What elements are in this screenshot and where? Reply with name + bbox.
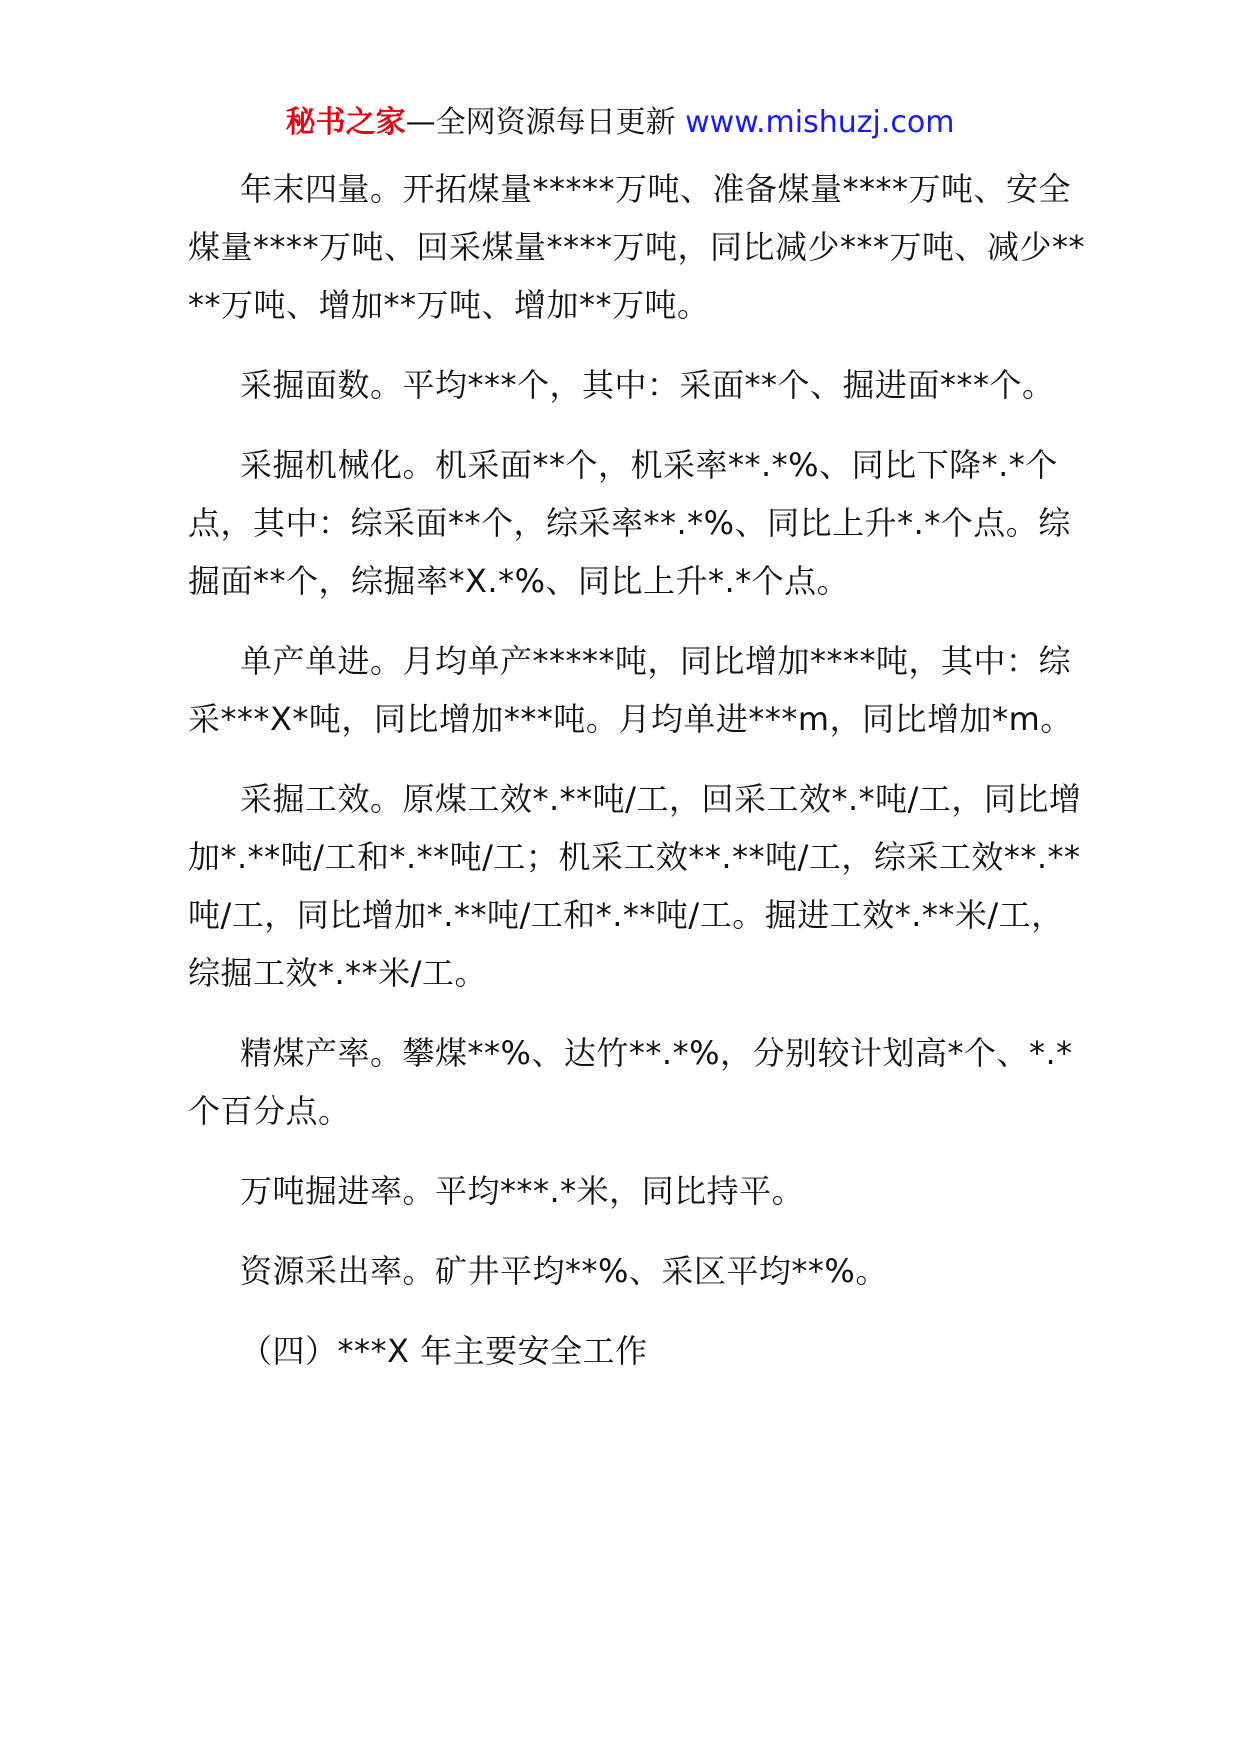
header-site-link[interactable]: www.mishuzj.com [685,105,955,140]
section-heading: （四）***X 年主要安全工作 [240,1332,648,1370]
paragraph-efficiency: 采掘工效。原煤工效*.**吨/工，回采工效*.*吨/工，同比增加*.**吨/工和*.**吨/工；机采工效**.**吨/工，综采工效**.**吨/工，同比增加*.**吨/工和*.**吨/工。掘进工效*.**米/工，综掘工效*.**米/工。 [188,780,1082,992]
header-tagline: —全网资源每日更新 [405,105,686,140]
paragraph-unit-output: 单产单进。月均单产*****吨，同比增加****吨，其中：综采***X*吨，同比增加***吨。月均单进***m，同比增加*m。 [188,642,1073,738]
paragraph-clean-coal-yield: 精煤产率。攀煤**%、达竹**.*%，分别较计划高*个、*.*个百分点。 [188,1034,1073,1130]
paragraph-recovery-rate: 资源采出率。矿井平均**%、采区平均**%。 [240,1252,888,1290]
document-body [188,160,1088,1402]
paragraph-mechanization: 采掘机械化。机采面**个，机采率**.*%、同比下降*.*个点，其中：综采面**个，综采率**.*%、同比上升*.*个点。综掘面**个，综掘率*X.*%、同比上升*.*个点。 [188,446,1071,600]
paragraph-mining-faces: 采掘面数。平均***个，其中：采面**个、掘进面***个。 [240,366,1055,404]
paragraph-year-end-coal: 年末四量。开拓煤量*****万吨、准备煤量****万吨、安全煤量****万吨、回采煤量****万吨，同比减少***万吨、减少****万吨、增加**万吨、增加**万吨。 [188,170,1086,324]
header-brand: 秘书之家 [285,105,406,140]
page-header [0,103,1240,143]
paragraph-tunneling-rate: 万吨掘进率。平均***.*米，同比持平。 [240,1172,805,1210]
